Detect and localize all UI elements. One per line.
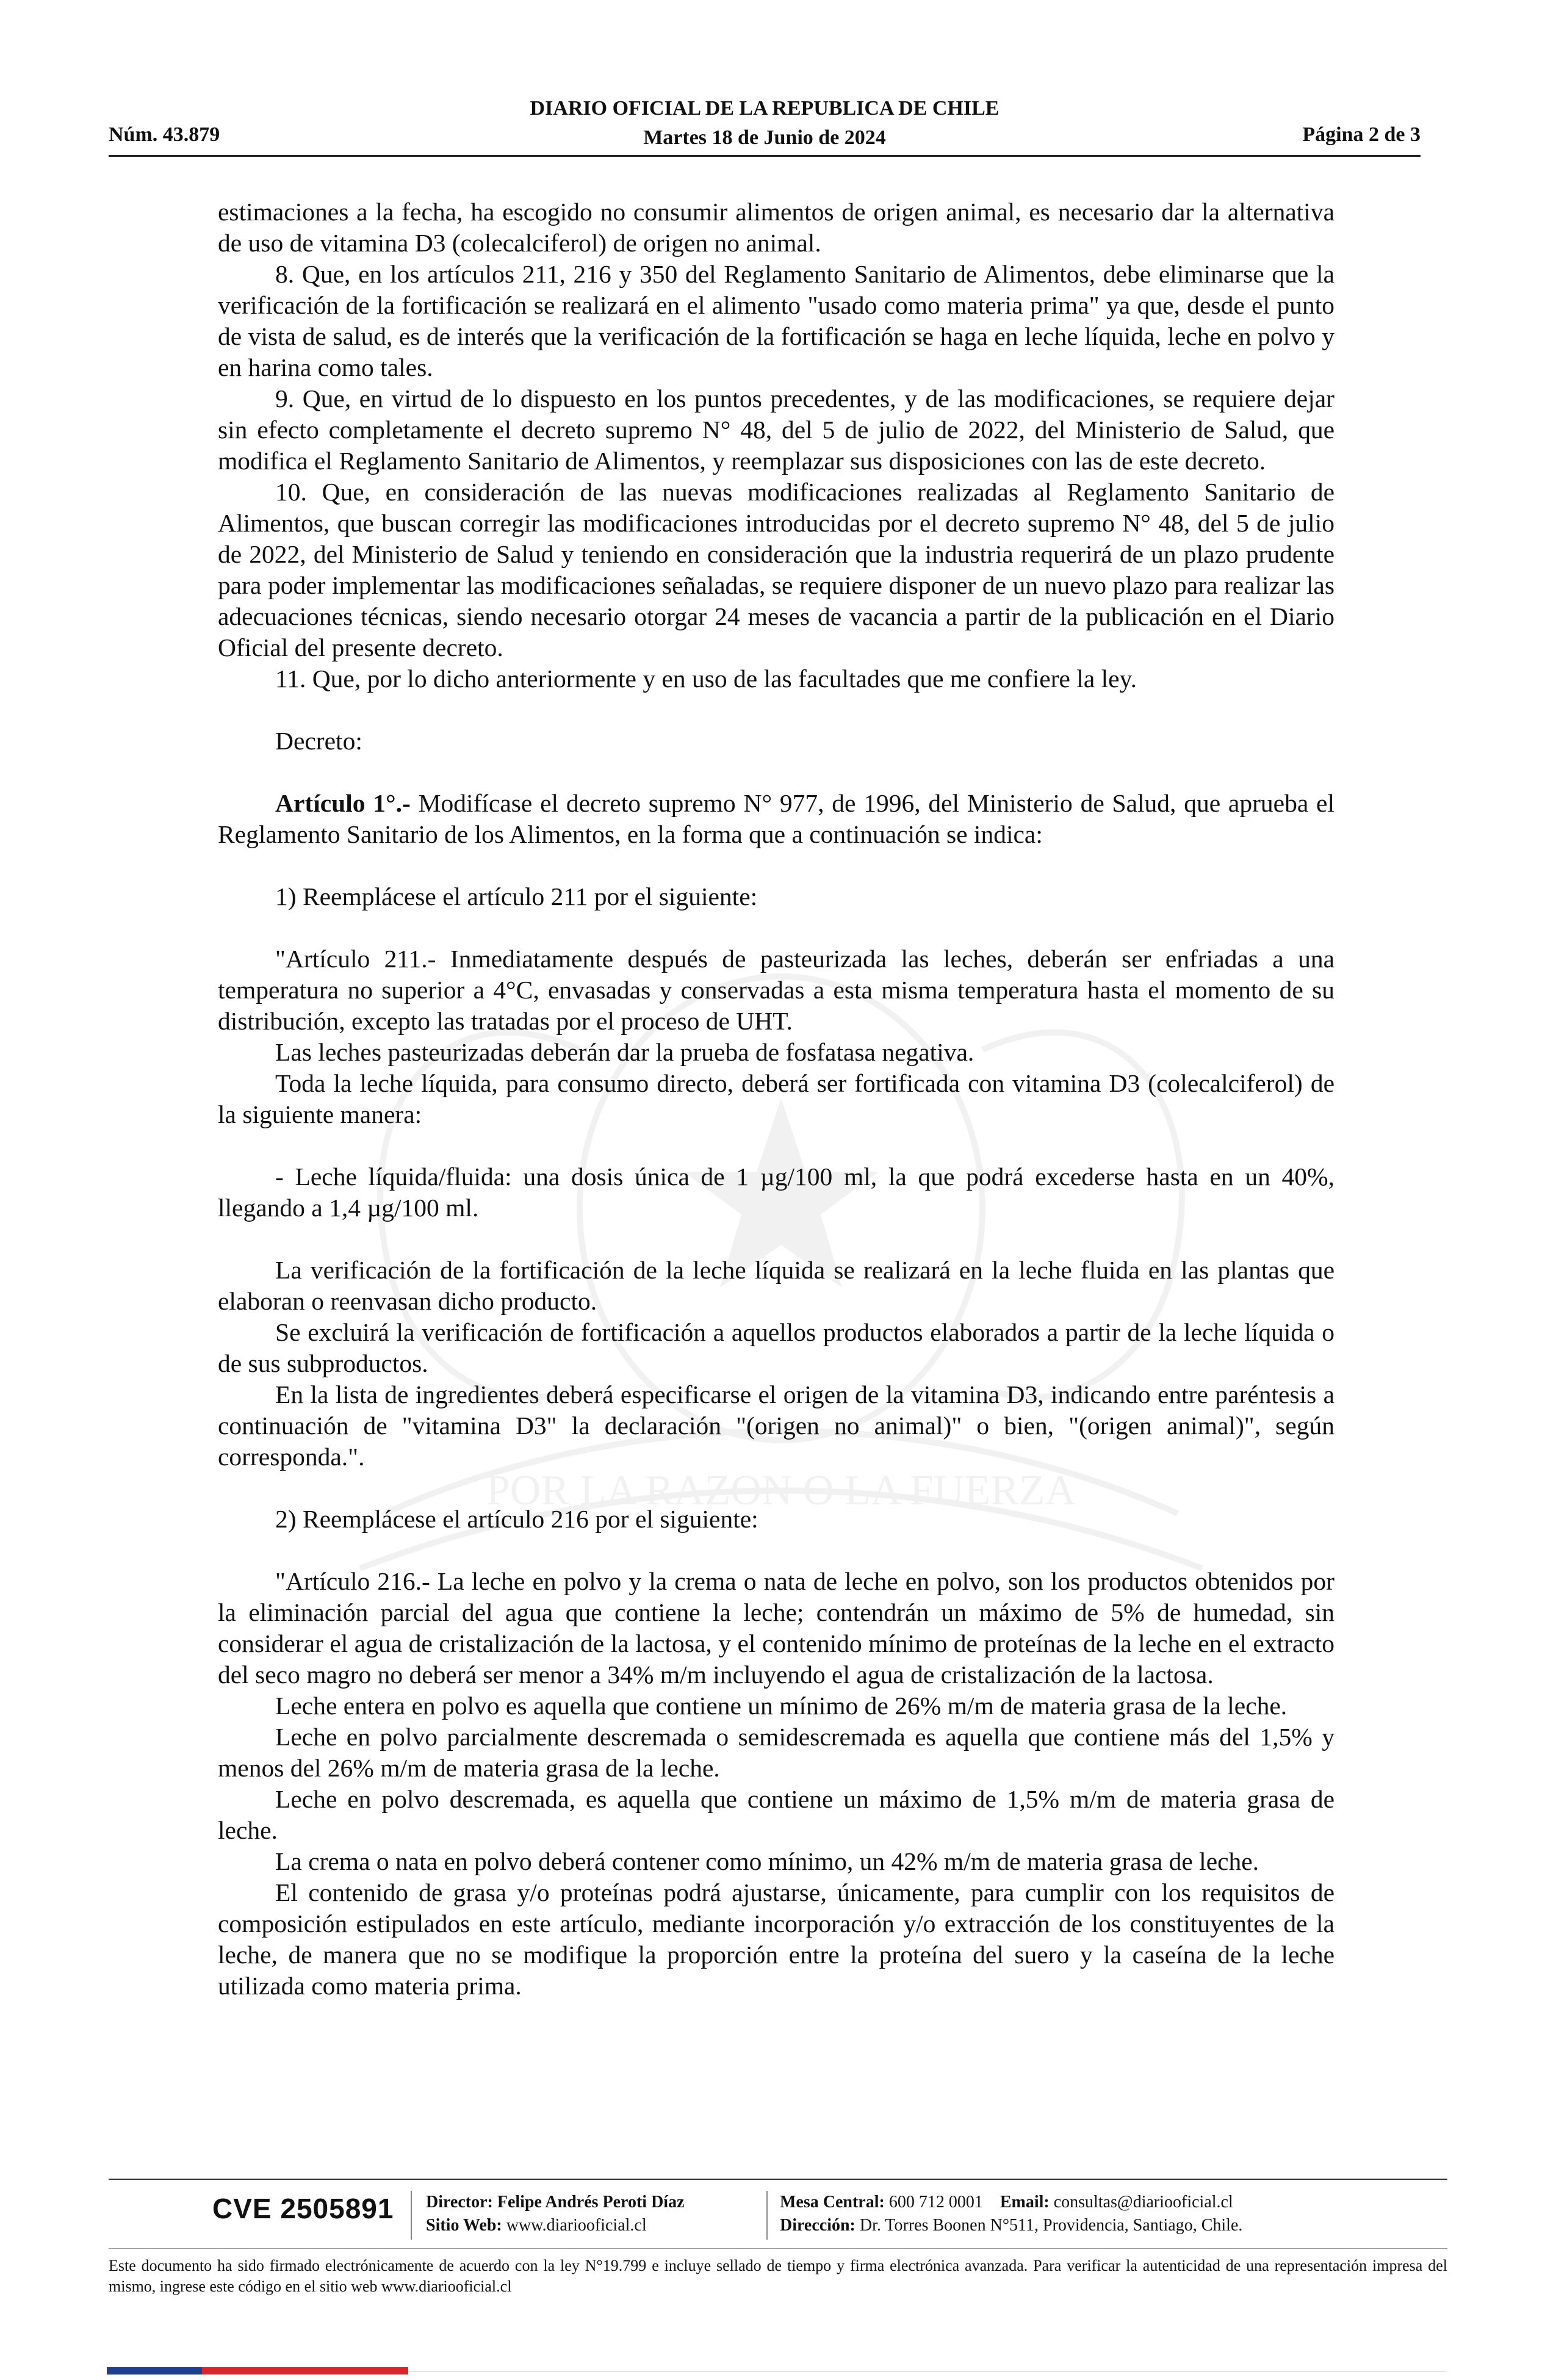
article-216-paragraph: El contenido de grasa y/o proteínas podrá ajustarse, únicamente, para cumplir con los requisitos de composición estipulados en este artículo, mediante incorporación y/o extracción de los constituyentes de la leche, de manera que no se modifique la proporción entre la proteína del suero y la caseína de la leche utilizada como materia prima. — [218, 1878, 1334, 2000]
article-211-paragraph: Se excluirá la verificación de fortificación a aquellos productos elaborados a partir de la leche líquida o de sus subproductos. — [218, 1318, 1334, 1377]
address-line — [780, 2214, 1242, 2237]
article-1-label: Artículo 1°.- — [275, 789, 411, 817]
footer-rule — [109, 2179, 1447, 2180]
page-footer — [109, 2179, 1447, 2362]
article-1-text: Modifícase el decreto supremo N° 977, de 1996, del Ministerio de Salud, que aprueba el Reglamento Sanitario de los Alimentos, en la forma que a continuación se indica: — [218, 789, 1334, 848]
site-line — [426, 2214, 685, 2237]
paragraph: 8. Que, en los artículos 211, 216 y 350 del Reglamento Sanitario de Alimentos, debe eliminarse que la verificación de la fortificación se realizará en el alimento "usado como materia prima" ya que, desde el punto de vista de salud, es de interés que la verificación de la fortificación se haga en leche líquida, leche en polvo y en harina como tales. — [218, 260, 1334, 381]
watermark-motto: POR LA RAZON O LA FUERZA — [486, 1467, 1076, 1514]
email-link[interactable]: consultas@diariooficial.cl — [1053, 2193, 1233, 2212]
footer-director-block — [426, 2191, 685, 2237]
article-216-paragraph: La crema o nata en polvo deberá contener como mínimo, un 42% m/m de materia grasa de leche. — [275, 1847, 1259, 1875]
header-rule — [109, 155, 1421, 157]
article-211-paragraph: Las leches pasteurizadas deberán dar la prueba de fosfatasa negativa. — [275, 1038, 974, 1066]
phone-value: 600 712 0001 — [888, 2193, 983, 2212]
publication-date: Martes 18 de Junio de 2024 — [643, 126, 886, 149]
flag-bar-blue — [107, 2367, 202, 2375]
article-1 — [218, 788, 1334, 850]
site-label: Sitio Web: — [426, 2216, 502, 2235]
page-number: Página 2 de 3 — [1302, 123, 1421, 146]
director-label: Director: — [426, 2193, 493, 2212]
document-body — [218, 197, 1334, 2002]
legal-note: Este documento ha sido firmado electrónicamente de acuerdo con la ley N°19.799 e incluye sellado de tiempo y firma electrónica avanzada. Para verificar la autenticidad de una representación impresa del mismo, ingrese este código en el sitio web www.diariooficial.cl — [109, 2257, 1447, 2295]
article-211-paragraph: - Leche líquida/fluida: una dosis única de 1 µg/100 ml, la que podrá excederse hasta en un 40%, llegando a 1,4 µg/100 ml. — [218, 1163, 1334, 1222]
flag-bar-red — [202, 2367, 408, 2375]
footer-inner-rule — [109, 2248, 1447, 2249]
paragraph: 10. Que, en consideración de las nuevas modificaciones realizadas al Reglamento Sanitario de Alimentos, que buscan corregir las modificaciones introducidas por el decreto supremo N° 48, del 5 de julio de 2022, del Ministerio de Salud y teniendo en consideración que la industria requerirá de un plazo prudente para poder implementar las modificaciones señaladas, se requiere disponer de un nuevo plazo para realizar las adecuaciones técnicas, siendo necesario otorgar 24 meses de vacancia a partir de la publicación en el Diario Oficial del presente decreto. — [218, 478, 1334, 662]
issue-number: Núm. 43.879 — [109, 123, 220, 146]
footer-contact-block — [780, 2191, 1242, 2237]
newspaper-masthead — [109, 94, 1421, 153]
newspaper-title: DIARIO OFICIAL DE LA REPUBLICA DE CHILE — [530, 97, 1000, 120]
article-216-paragraph: Leche en polvo descremada, es aquella que contiene un máximo de 1,5% m/m de materia grasa de leche. — [218, 1785, 1334, 1844]
paragraph: estimaciones a la fecha, ha escogido no consumir alimentos de origen animal, es necesario dar la alternativa de uso de vitamina D3 (colecalciferol) de origen no animal. — [218, 198, 1334, 257]
address-label: Dirección: — [780, 2216, 855, 2235]
article-216-paragraph: Leche entera en polvo es aquella que contiene un mínimo de 26% m/m de materia grasa de la leche. — [275, 1692, 1288, 1720]
article-216-paragraph: "Artículo 216.- La leche en polvo y la crema o nata de leche en polvo, son los productos obtenidos por la eliminación parcial del agua que contiene la leche; contendrán un máximo de 5% de humedad, sin considerar el agua de cristalización de la lactosa, y el contenido mínimo de proteínas de la leche en el extracto del seco magro no deberá ser menor a 34% m/m incluyendo el agua de cristalización de la lactosa. — [218, 1567, 1334, 1689]
address-value: Dr. Torres Boonen N°511, Providencia, Santiago, Chile. — [859, 2216, 1243, 2235]
article-211-paragraph: Toda la leche líquida, para consumo directo, deberá ser fortificada con vitamina D3 (colecalciferol) de la siguiente manera: — [218, 1069, 1334, 1128]
article-211-paragraph: "Artículo 211.- Inmediatamente después de pasteurizada las leches, deberán ser enfriadas a una temperatura no superior a 4°C, envasadas y conservadas a esta misma temperatura hasta el momento de su distribución, excepto las tratadas por el proceso de UHT. — [218, 945, 1334, 1035]
page-header — [109, 92, 1421, 159]
footer-divider — [411, 2191, 412, 2240]
footer-divider — [766, 2191, 768, 2240]
article-211-paragraph: La verificación de la fortificación de la leche líquida se realizará en la leche fluida en las plantas que elaboran o reenvasan dicho producto. — [218, 1256, 1334, 1315]
site-link[interactable]: www.diariooficial.cl — [506, 2216, 647, 2235]
director-line — [426, 2191, 685, 2214]
contact-line — [780, 2191, 1242, 2214]
item-2: 2) Reemplácese el artículo 216 por el siguiente: — [275, 1505, 758, 1533]
article-216-paragraph: Leche en polvo parcialmente descremada o semidescremada es aquella que contiene más del 1,5% y menos del 26% m/m de materia grasa de la leche. — [218, 1723, 1334, 1782]
paragraph: 9. Que, en virtud de lo dispuesto en los puntos precedentes, y de las modificaciones, se requiere dejar sin efecto completamente el decreto supremo N° 48, del 5 de julio de 2022, del Ministerio de Salud, que modifica el Reglamento Sanitario de Alimentos, y reemplazar sus disposiciones con las de este decreto. — [218, 384, 1334, 475]
paragraph: 11. Que, por lo dicho anteriormente y en uso de las facultades que me confiere la ley. — [275, 665, 1137, 693]
email-label: Email: — [1000, 2193, 1050, 2212]
item-1: 1) Reemplácese el artículo 211 por el siguiente: — [275, 882, 758, 911]
decree-heading: Decreto: — [275, 727, 362, 755]
article-211-paragraph: En la lista de ingredientes deberá especificarse el origen de la vitamina D3, indicando entre paréntesis a continuación de "vitamina D3" la declaración "(origen no animal)" o bien, "(origen animal)", según corresponda.". — [218, 1380, 1334, 1471]
phone-label: Mesa Central: — [780, 2193, 885, 2212]
director-name: Felipe Andrés Peroti Díaz — [497, 2193, 685, 2212]
cve-code: CVE 2505891 — [212, 2193, 394, 2224]
